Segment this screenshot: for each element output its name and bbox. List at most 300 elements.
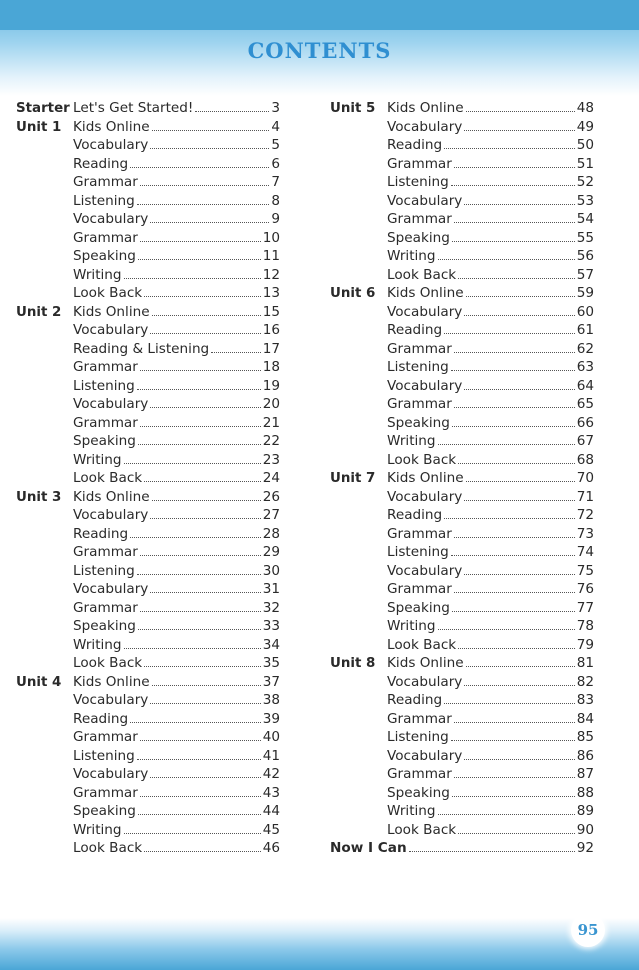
entry-page-number: 73: [576, 525, 594, 542]
entry-title: Grammar: [387, 211, 452, 227]
dot-leader: [458, 833, 575, 834]
dot-leader: [466, 666, 575, 667]
entry-line: [73, 99, 280, 118]
entry-title: Vocabulary: [73, 581, 149, 597]
entry-title: Grammar: [387, 766, 452, 782]
dot-leader: [458, 648, 575, 649]
entry-line: [387, 284, 594, 303]
dot-leader: [140, 796, 261, 797]
entry-line: [387, 358, 594, 377]
entry-title: Grammar: [73, 544, 138, 560]
entry-page-number: 56: [576, 248, 594, 264]
entry-page-number: 49: [576, 118, 594, 135]
toc-entry: [330, 247, 594, 266]
entry-title: Now I Can: [330, 840, 407, 856]
entry-line: [73, 173, 280, 192]
dot-leader: [137, 574, 261, 575]
dot-leader: [464, 574, 574, 575]
dot-leader: [454, 592, 575, 593]
entry-line: [387, 155, 594, 174]
entry-line: [387, 599, 594, 618]
dot-leader: [140, 370, 261, 371]
entry-line: [73, 303, 280, 322]
entry-page-number: 45: [262, 821, 280, 838]
toc-entry: [330, 784, 594, 803]
entry-page-number: 32: [262, 599, 280, 616]
dot-leader: [124, 833, 261, 834]
entry-line: [387, 321, 594, 340]
entry-title: Speaking: [387, 599, 450, 616]
entry-page-number: 43: [262, 784, 280, 801]
entry-title: Listening: [387, 729, 449, 745]
toc-entry: [330, 321, 594, 340]
entry-page-number: 31: [262, 581, 280, 597]
dot-leader: [438, 814, 575, 815]
dot-leader: [451, 740, 575, 741]
entry-line: [387, 673, 594, 692]
entry-title: Kids Online: [387, 100, 464, 116]
toc-entry: [330, 543, 594, 562]
toc-entry: [16, 247, 280, 266]
toc-entry: [16, 728, 280, 747]
toc-entry: [330, 599, 594, 618]
entry-title: Vocabulary: [387, 673, 463, 690]
entry-page-number: 23: [262, 451, 280, 468]
unit-label: Unit 1: [16, 119, 62, 135]
entry-line: [73, 543, 280, 562]
entry-line: [387, 617, 594, 636]
entry-page-number: 17: [262, 340, 280, 357]
toc-entry: [16, 765, 280, 784]
entry-line: [73, 802, 280, 821]
entry-line: [73, 747, 280, 766]
entry-line: [387, 395, 594, 414]
toc-entry: [16, 432, 280, 451]
dot-leader: [464, 685, 574, 686]
entry-line: [73, 617, 280, 636]
entry-line: [73, 765, 280, 784]
entry-title: Kids Online: [387, 470, 464, 486]
entry-page-number: 35: [262, 655, 280, 671]
entry-line: [73, 210, 280, 229]
toc-entry: [330, 654, 594, 673]
toc-entry: [16, 173, 280, 192]
entry-page-number: 20: [262, 396, 280, 412]
toc-entry: [330, 395, 594, 414]
dot-leader: [152, 130, 270, 131]
toc-entry: [330, 636, 594, 655]
toc-entry: [16, 802, 280, 821]
toc-entry: [16, 488, 280, 507]
entry-title: Writing: [73, 636, 122, 653]
entry-line: [387, 580, 594, 599]
entry-page-number: 8: [271, 192, 280, 209]
entry-title: Reading: [387, 137, 443, 153]
entry-title: Look Back: [73, 470, 143, 486]
toc-entry: [330, 488, 594, 507]
toc-entry: [330, 691, 594, 710]
toc-entry: [330, 525, 594, 544]
toc-entry: [330, 210, 594, 229]
entry-title: Grammar: [73, 729, 138, 745]
entry-page-number: 50: [576, 137, 594, 153]
toc-entry: [330, 192, 594, 211]
entry-page-number: 72: [576, 507, 594, 523]
entry-title: Speaking: [387, 784, 450, 801]
entry-page-number: 26: [262, 488, 280, 505]
toc-entry: [16, 266, 280, 285]
entry-title: Reading & Listening: [73, 340, 210, 357]
entry-page-number: 86: [576, 747, 594, 764]
entry-page-number: 55: [576, 229, 594, 246]
unit-label: Unit 2: [16, 304, 62, 320]
dot-leader: [150, 518, 260, 519]
entry-line: [73, 673, 280, 692]
entry-page-number: 82: [576, 673, 594, 690]
dot-leader: [211, 352, 261, 353]
dot-leader: [438, 629, 575, 630]
toc-entry: [16, 358, 280, 377]
entry-line: [387, 118, 594, 137]
toc-entry: [16, 562, 280, 581]
entry-title: Vocabulary: [387, 488, 463, 505]
entry-line: [73, 580, 280, 599]
unit-label: Starter: [16, 101, 70, 116]
dot-leader: [138, 814, 261, 815]
entry-line: [387, 136, 594, 155]
entry-line: [387, 543, 594, 562]
entry-line: [387, 654, 594, 673]
entry-title: Listening: [73, 562, 135, 579]
dot-leader: [144, 481, 261, 482]
entry-line: [73, 358, 280, 377]
entry-page-number: 85: [576, 729, 594, 745]
dot-leader: [150, 703, 260, 704]
entry-page-number: 19: [262, 377, 280, 394]
toc-entry: [16, 210, 280, 229]
dot-leader: [130, 167, 269, 168]
toc-entry: [330, 99, 594, 118]
dot-leader: [444, 703, 575, 704]
toc-entry: [16, 469, 280, 488]
unit-label: Unit 7: [330, 471, 376, 486]
toc-entry: [330, 173, 594, 192]
entry-page-number: 76: [576, 581, 594, 597]
entry-page-number: 28: [262, 525, 280, 542]
unit-label: Unit 6: [330, 286, 376, 301]
unit-label: Unit 4: [16, 674, 62, 690]
entry-line: [387, 636, 594, 655]
entry-line: [73, 691, 280, 710]
toc-entry: [16, 543, 280, 562]
toc-entry: [330, 155, 594, 174]
dot-leader: [464, 315, 574, 316]
entry-page-number: 33: [262, 618, 280, 634]
dot-leader: [451, 370, 575, 371]
toc-entry: [16, 691, 280, 710]
toc-entry: [330, 747, 594, 766]
toc-entry: [330, 617, 594, 636]
entry-line: [387, 99, 594, 118]
entry-line: [73, 710, 280, 729]
dot-leader: [137, 204, 270, 205]
entry-line: [387, 377, 594, 396]
toc-entry: [330, 340, 594, 359]
entry-line: [387, 562, 594, 581]
entry-page-number: 6: [271, 155, 280, 172]
toc-entry: [16, 525, 280, 544]
entry-page-number: 84: [576, 710, 594, 727]
dot-leader: [438, 444, 575, 445]
entry-title: Writing: [387, 803, 436, 819]
entry-title: Writing: [73, 451, 122, 468]
entry-line: [387, 414, 594, 433]
entry-page-number: 4: [271, 118, 280, 135]
dot-leader: [150, 333, 260, 334]
toc-entry: [330, 673, 594, 692]
toc-entry: [330, 710, 594, 729]
dot-leader: [452, 241, 575, 242]
dot-leader: [458, 278, 575, 279]
entry-title: Speaking: [387, 414, 450, 431]
entry-title: Grammar: [387, 710, 452, 727]
entry-page-number: 41: [262, 747, 280, 764]
dot-leader: [140, 555, 261, 556]
entry-title: Vocabulary: [73, 396, 149, 412]
entry-line: [73, 284, 280, 303]
dot-leader: [452, 426, 575, 427]
dot-leader: [137, 389, 261, 390]
entry-page-number: 9: [271, 211, 280, 227]
entry-page-number: 38: [262, 692, 280, 708]
footer-band: [0, 918, 639, 970]
dot-leader: [124, 278, 261, 279]
toc-entry: [16, 229, 280, 248]
entry-title: Writing: [387, 433, 436, 449]
entry-line: [73, 321, 280, 340]
entry-title: Speaking: [73, 248, 136, 264]
dot-leader: [409, 851, 575, 852]
entry-line: [73, 155, 280, 174]
entry-line: [73, 192, 280, 211]
dot-leader: [138, 629, 261, 630]
entry-line: [387, 691, 594, 710]
entry-line: [73, 377, 280, 396]
entry-title: Listening: [73, 747, 135, 764]
entry-title: Look Back: [73, 840, 143, 856]
entry-title: Grammar: [73, 414, 138, 431]
entry-title: Grammar: [387, 525, 452, 542]
entry-line: [73, 469, 280, 488]
dot-leader: [144, 851, 261, 852]
entry-line: [387, 451, 594, 470]
dot-leader: [152, 685, 261, 686]
entry-title: Look Back: [73, 655, 143, 671]
toc-entry: [330, 118, 594, 137]
page-title: CONTENTS: [247, 38, 392, 63]
entry-title: Kids Online: [73, 488, 150, 505]
entry-page-number: 52: [576, 174, 594, 190]
toc-entry: [330, 432, 594, 451]
entry-page-number: 12: [262, 266, 280, 283]
toc-entry: [16, 136, 280, 155]
entry-page-number: 21: [262, 414, 280, 431]
entry-title: Look Back: [387, 821, 457, 838]
toc-entry: [16, 673, 280, 692]
entry-page-number: 83: [576, 692, 594, 708]
toc-entry: [16, 155, 280, 174]
toc-entry: [16, 451, 280, 470]
entry-page-number: 10: [262, 229, 280, 246]
entry-line: [73, 654, 280, 673]
entry-title: Grammar: [73, 784, 138, 801]
entry-title: Writing: [387, 618, 436, 634]
entry-page-number: 70: [576, 470, 594, 486]
entry-line: [73, 247, 280, 266]
dot-leader: [451, 555, 575, 556]
entry-title: Kids Online: [73, 303, 150, 320]
dot-leader: [454, 167, 575, 168]
toc-entry: [16, 284, 280, 303]
dot-leader: [438, 259, 575, 260]
entry-page-number: 77: [576, 599, 594, 616]
entry-title: Let's Get Started!: [73, 100, 194, 116]
entry-title: Listening: [387, 174, 449, 190]
entry-page-number: 66: [576, 414, 594, 431]
dot-leader: [464, 389, 574, 390]
entry-page-number: 44: [262, 803, 280, 819]
dot-leader: [150, 777, 260, 778]
entry-line: [387, 432, 594, 451]
entry-title: Reading: [387, 322, 443, 338]
toc-entry: [330, 358, 594, 377]
toc-entry: [330, 303, 594, 322]
entry-page-number: 59: [576, 285, 594, 301]
entry-line: [73, 229, 280, 248]
entry-line: [387, 303, 594, 322]
entry-page-number: 89: [576, 803, 594, 819]
dot-leader: [140, 740, 261, 741]
entry-page-number: 3: [271, 100, 280, 116]
entry-page-number: 39: [262, 710, 280, 727]
dot-leader: [140, 241, 261, 242]
toc-entry: [16, 118, 280, 137]
entry-page-number: 67: [576, 433, 594, 449]
toc-entry: [330, 451, 594, 470]
entry-line: [387, 266, 594, 285]
entry-title: Reading: [387, 692, 443, 708]
entry-page-number: 18: [262, 359, 280, 375]
entry-title: Listening: [73, 377, 135, 394]
dot-leader: [464, 759, 574, 760]
entry-line: [387, 247, 594, 266]
entry-page-number: 27: [262, 507, 280, 523]
entry-page-number: 13: [262, 285, 280, 301]
entry-page-number: 22: [262, 433, 280, 449]
entry-title: Vocabulary: [73, 322, 149, 338]
entry-line: [387, 821, 594, 840]
entry-line: [73, 821, 280, 840]
dot-leader: [452, 796, 575, 797]
dot-leader: [452, 611, 575, 612]
entry-page-number: 81: [576, 655, 594, 671]
dot-leader: [444, 148, 575, 149]
dot-leader: [444, 333, 575, 334]
unit-label: Unit 8: [330, 656, 376, 671]
entry-line: [387, 506, 594, 525]
dot-leader: [130, 722, 261, 723]
entry-page-number: 88: [576, 784, 594, 801]
entry-page-number: 53: [576, 192, 594, 209]
entry-page-number: 37: [262, 673, 280, 690]
entry-line: [387, 469, 594, 488]
dot-leader: [464, 130, 574, 131]
toc-entry: [16, 192, 280, 211]
entry-line: [73, 784, 280, 803]
entry-page-number: 7: [271, 174, 280, 190]
entry-title: Look Back: [387, 266, 457, 283]
entry-title: Grammar: [387, 340, 452, 357]
dot-leader: [444, 518, 575, 519]
dot-leader: [140, 611, 261, 612]
toc-entry: [16, 784, 280, 803]
dot-leader: [140, 185, 269, 186]
dot-leader: [454, 777, 575, 778]
entry-page-number: 61: [576, 322, 594, 338]
dot-leader: [454, 407, 575, 408]
entry-line: [387, 710, 594, 729]
entry-line: [387, 173, 594, 192]
toc-entry: [16, 599, 280, 618]
dot-leader: [130, 537, 261, 538]
toc-entry: [16, 636, 280, 655]
toc-entry: [16, 580, 280, 599]
entry-page-number: 15: [262, 303, 280, 320]
dot-leader: [464, 204, 574, 205]
entry-title: Vocabulary: [73, 137, 149, 153]
toc-entry: [16, 617, 280, 636]
entry-title: Look Back: [387, 451, 457, 468]
entry-line: [73, 839, 280, 858]
unit-label: Unit 5: [330, 101, 376, 116]
entry-page-number: 46: [262, 840, 280, 856]
entry-line: [387, 728, 594, 747]
entry-title: Speaking: [387, 229, 450, 246]
toc-entry: [330, 562, 594, 581]
toc-entry: [16, 839, 280, 858]
dot-leader: [454, 222, 575, 223]
entry-line: [387, 747, 594, 766]
toc-entry: [330, 821, 594, 840]
entry-title: Reading: [73, 155, 129, 172]
entry-line: [73, 599, 280, 618]
entry-title: Kids Online: [73, 673, 150, 690]
toc-entry-now-i-can: [330, 839, 594, 858]
entry-title: Reading: [73, 710, 129, 727]
entry-line: [73, 266, 280, 285]
entry-title: Look Back: [387, 636, 457, 653]
entry-line: [387, 340, 594, 359]
entry-title: Reading: [387, 507, 443, 523]
entry-title: Speaking: [73, 803, 136, 819]
dot-leader: [144, 666, 261, 667]
dot-leader: [454, 722, 575, 723]
entry-page-number: 30: [262, 562, 280, 579]
entry-line: [330, 839, 594, 858]
toc-entry: [330, 802, 594, 821]
toc-entry: [16, 747, 280, 766]
toc-entry: [330, 728, 594, 747]
